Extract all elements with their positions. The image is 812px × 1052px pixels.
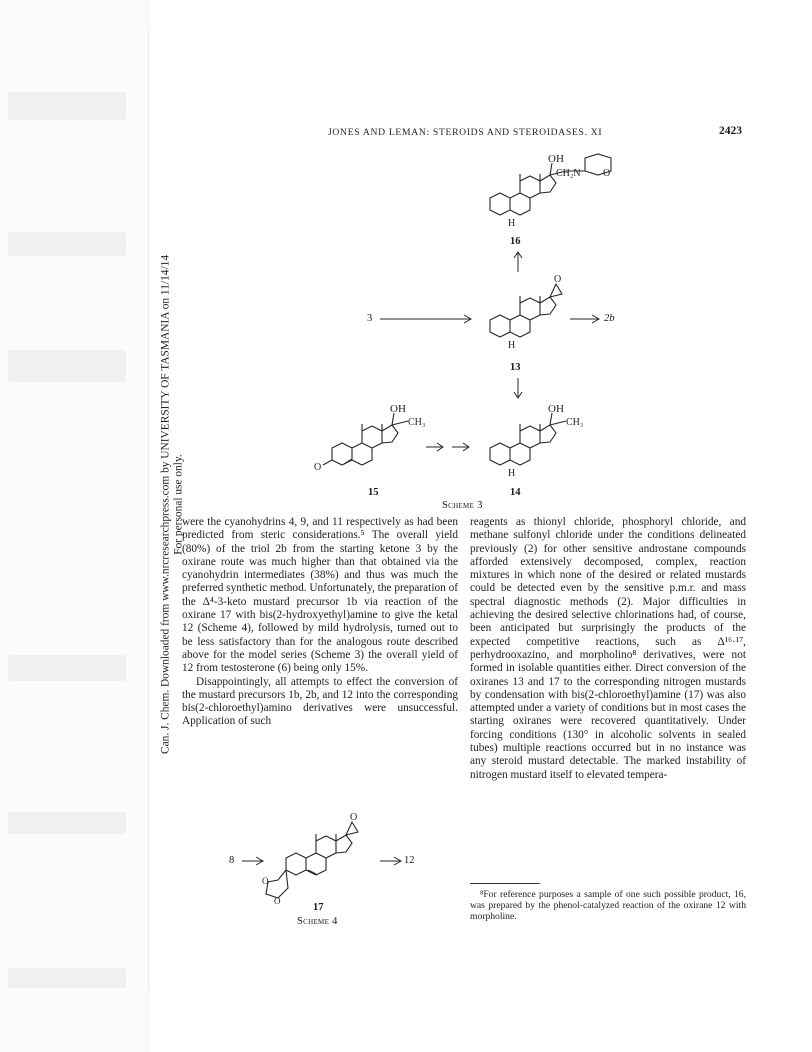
morpholine-oxygen-label: O — [603, 168, 611, 179]
structure-16 — [470, 150, 630, 240]
reaction-arrow — [568, 312, 602, 326]
ch2n-label: CH₂N — [556, 168, 581, 179]
footnote-text: ⁸For reference purposes a sample of one such possible product, 16, was prepared by the phenol-catalyzed reaction of the oxirane 12 with morpholine. — [470, 889, 746, 923]
ketone-oxygen-label: O — [314, 462, 322, 473]
triol-label: 2b — [604, 313, 615, 324]
page-number: 2423 — [719, 125, 742, 137]
scheme-3-caption-text: Scheme 3 — [442, 500, 483, 511]
ketal-oxygen-label: O — [274, 896, 281, 906]
reaction-arrow — [378, 854, 404, 868]
paragraph: were the cyanohydrins 4, 9, and 11 respectively as had been predicted from steric considerations.⁵ The overall yield (80%) of the triol 2b from the starting ketone 3 by the oxirane route was much higher than that obtained via the cyanohydrin intermediates (38%) and thus was much the preferred synthetic method. Unfortunately, the preparation of the Δ⁴-3-keto mustard precursor 1b via reaction of the oxirane 17 with bis(2-hydroxyethyl)amine to give the ketal 12 (Scheme 4), followed by mild hydrolysis, turned out to be less satisfactory than for the analogous route described above for the model series (Scheme 3) the overall yield of 12 from testosterone (6) being only 15%. — [182, 516, 458, 675]
structure-14 — [470, 400, 600, 490]
text-column-right — [470, 516, 746, 782]
compound-number: 16 — [510, 236, 521, 247]
compound-number: 17 — [313, 902, 324, 913]
scheme-4-caption — [297, 916, 338, 927]
starting-ketone-label: 3 — [367, 313, 373, 324]
compound-number: 13 — [510, 362, 521, 373]
text-column-left — [182, 516, 458, 729]
watermark-line: For personal use only. — [172, 454, 184, 555]
structure-17 — [258, 810, 388, 906]
hydroxyl-label: OH — [390, 403, 406, 415]
ketal-oxygen-label: O — [262, 876, 269, 886]
epoxide-oxygen-label: O — [350, 812, 358, 823]
scan-smudge — [8, 92, 126, 120]
product-compound-label: 12 — [404, 855, 415, 866]
watermark-line: Can. J. Chem. Downloaded from www.nrcresearchpress.com by UNIVERSITY OF TASMANIA on 11/14/14 — [159, 254, 172, 755]
running-head: JONES AND LEMAN: STEROIDS AND STEROIDASES. XI — [328, 127, 603, 138]
compound-number: 14 — [510, 487, 521, 498]
compound-number: 15 — [368, 487, 379, 498]
reaction-arrow — [424, 440, 474, 454]
paragraph: Disappointingly, all attempts to effect the conversion of the mustard precursors 1b, 2b, and 12 into the corresponding bis(2-chloroethyl)amino derivatives were unsuccessful. Application of such — [182, 675, 458, 728]
reaction-arrow — [378, 312, 474, 326]
hydroxyl-label: OH — [548, 403, 564, 415]
epoxide-oxygen-label: O — [554, 274, 562, 285]
download-watermark — [160, 225, 185, 785]
methyl-label: CH₃ — [566, 417, 584, 428]
scan-margin — [0, 0, 150, 1052]
paragraph: reagents as thionyl chloride, phosphoryl chloride, and methane sulfonyl chloride under the conditions delineated previously (2) for other sensitive androstane compounds afforded extensively decomposed, complex, reaction mixtures in which none of the desired or related mustards could be detected even by the sensitive p.m.r. and mass spectral diagnostic methods (2). Major difficulties in achieving the desired selective chlorinations had, of course, been anticipated but surprisingly the products of the expected competitive reactions, such as Δ¹⁶·¹⁷, perhydrooxazino, and morpholino⁸ derivatives, were not formed in isolable quantities either. Direct conversion of the oxiranes 13 and 17 to the corresponding nitrogen mustards by condensation with bis(2-chloroethyl)amine (17) was also attempted under a variety of conditions but in most cases the starting oxiranes were recovered quantitatively. Under forcing conditions (130° in alcoholic solvents in sealed tubes) multiple reactions occurred but in no instance was any steroid mustard detectable. The marked instability of nitrogen mustard itself to elevated tempera- — [470, 516, 746, 781]
scan-smudge — [8, 812, 126, 834]
hydrogen-label: H — [508, 468, 516, 479]
scheme-4-caption-text: Scheme 4 — [297, 916, 338, 927]
starting-compound-label: 8 — [229, 855, 235, 866]
scan-smudge — [8, 350, 126, 382]
reaction-arrow-down — [508, 376, 528, 400]
methyl-label: CH₃ — [408, 417, 426, 428]
reaction-arrow-up — [508, 250, 528, 274]
structure-15 — [312, 400, 442, 490]
hydroxyl-label: OH — [548, 153, 564, 165]
hydrogen-label: H — [508, 218, 516, 229]
scheme-3-caption — [442, 500, 483, 511]
margin-rule — [148, 30, 149, 990]
scan-smudge — [8, 655, 126, 681]
scan-smudge — [8, 968, 126, 988]
footnote-rule — [470, 883, 540, 884]
hydrogen-label: H — [508, 340, 516, 351]
scan-smudge — [8, 232, 126, 256]
footnote — [470, 889, 746, 923]
